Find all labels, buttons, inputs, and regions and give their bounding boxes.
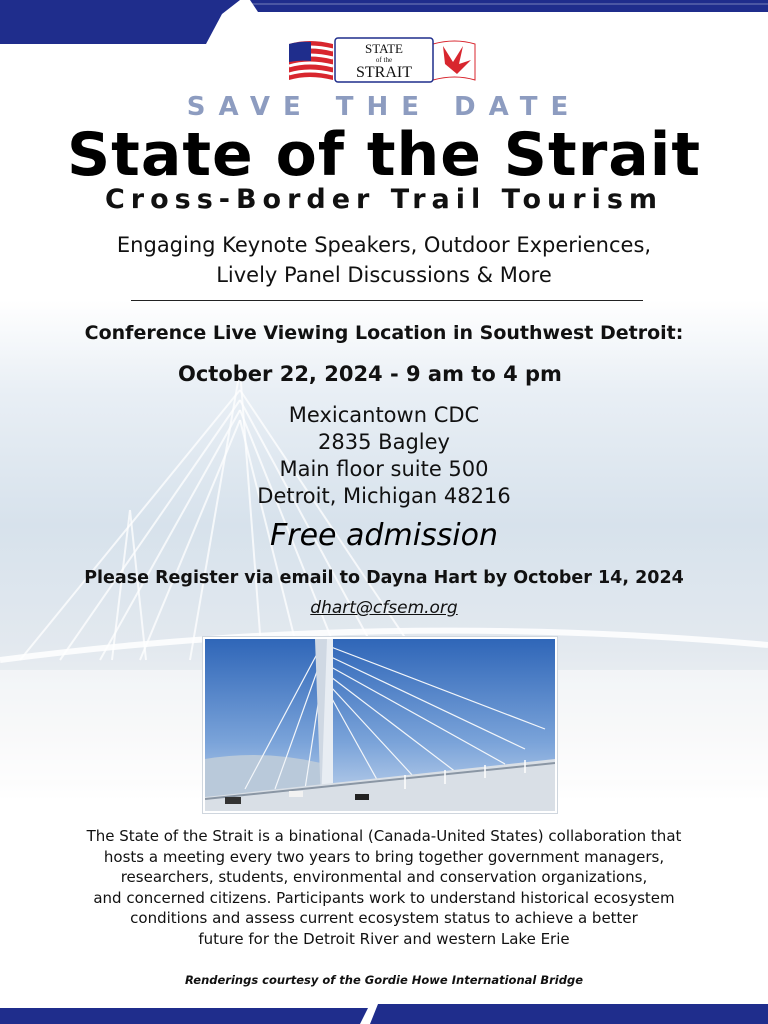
registration-note: Please Register via email to Dayna Hart by October 14, 2024 <box>84 568 684 588</box>
divider-line <box>131 300 643 301</box>
address-line: Main floor suite 500 <box>279 457 489 481</box>
bridge-rendering-image <box>203 637 557 813</box>
event-date-time: October 22, 2024 - 9 am to 4 pm <box>178 362 562 386</box>
tagline <box>0 230 768 290</box>
description-line: and concerned citizens. Participants work to understand historical ecosystem <box>93 888 675 907</box>
us-flag-icon <box>289 41 333 80</box>
address-line: Mexicantown CDC <box>288 403 480 427</box>
venue-address <box>0 402 768 510</box>
admission-note: Free admission <box>270 518 498 553</box>
description-line: hosts a meeting every two years to bring together government managers, <box>103 847 665 866</box>
save-the-date-heading: SAVE THE DATE <box>186 92 582 122</box>
description-line: conditions and assess current ecosystem status to achieve a better <box>130 909 638 927</box>
tagline-line-2: Lively Panel Discussions & More <box>216 263 552 287</box>
logo-line-of-the: of the <box>375 56 393 64</box>
page-title: State of the Strait <box>66 120 702 190</box>
location-heading: Conference Live Viewing Location in Southwest Detroit: <box>84 322 684 344</box>
description-paragraph <box>0 826 768 949</box>
state-of-the-strait-logo <box>287 34 477 88</box>
image-credit: Renderings courtesy of the Gordie Howe International Bridge <box>185 973 583 987</box>
description-line: future for the Detroit River and western Lake Erie <box>198 929 570 948</box>
address-line: Detroit, Michigan 48216 <box>257 484 511 508</box>
description-line: researchers, students, environmental and conservation organizations, <box>120 868 648 886</box>
canada-flag-icon <box>433 41 475 80</box>
logo-line-strait: STRAIT <box>356 64 412 81</box>
bottom-banner-stripe <box>0 998 768 1024</box>
tagline-line-1: Engaging Keynote Speakers, Outdoor Experiences, <box>116 233 652 257</box>
registration-email-link[interactable]: dhart@cfsem.org <box>310 598 458 618</box>
logo-line-state: STATE <box>365 41 403 56</box>
address-line: 2835 Bagley <box>318 430 450 454</box>
page-subtitle: Cross-Border Trail Tourism <box>104 184 664 215</box>
description-line: The State of the Strait is a binational (Canada-United States) collaboration that <box>86 827 682 845</box>
